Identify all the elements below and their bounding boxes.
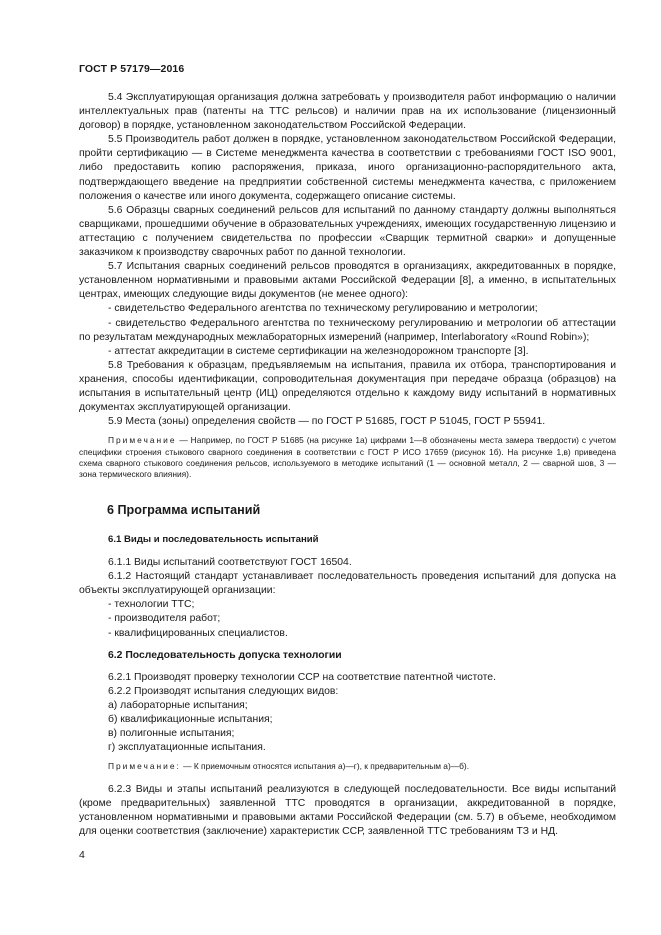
clause-5-7: 5.7 Испытания сварных соединений рельсов проводятся в организациях, аккредитованных в порядке, установленном нормативными и правовыми актами Российской Федерации [8], а именно, в испытательных центрах, имеющих следующие виды документов (не менее одного):	[79, 261, 616, 301]
note-1-label: Примечание	[108, 435, 177, 446]
clauses-5	[79, 91, 616, 481]
clause-5-9: 5.9 Места (зоны) определения свойств — по ГОСТ Р 51685, ГОСТ Р 51045, ГОСТ Р 55941.	[108, 416, 546, 428]
page-number: 4	[79, 849, 85, 861]
note-2	[79, 761, 616, 772]
clause-6-1-1: 6.1.1 Виды испытаний соответствуют ГОСТ 16504.	[108, 557, 352, 569]
list-item-v: в) полигонные испытания;	[108, 728, 235, 740]
clause-6-2-2: 6.2.2 Производят испытания следующих видов:	[108, 685, 339, 697]
clause-6-2-3: 6.2.3 Виды и этапы испытаний реализуются в следующей последовательности. Все виды испытаний (кроме предварительных) заявленной ТТС проводятся в организации, аккредитованной в порядке, установленном нормативными и правовыми актами Российской Федерации (см. 5.7) в объеме, необходимом для оценки соответствия (заключение) характеристик ССР, заявленной ТТС требованиям ТЗ и НД.	[79, 783, 616, 837]
clause-5-7-item-1: - свидетельство Федерального агентства по техническому регулированию и метрологии;	[108, 303, 538, 315]
clause-5-7-item-2: - свидетельство Федерального агентства по техническому регулированию и метрологии об аттестации по результатам международных межлабораторных измерений (например, Interlaboratory «Round Robin»);	[79, 317, 616, 343]
clause-5-6: 5.6 Образцы сварных соединений рельсов для испытаний по данному стандарту должны выполняться сварщиками, прошедшими обучение в образовательных учреждениях, имеющих государственную лицензию и аттестацию с получением свидетельства по профессии «Сварщик термитной сварки» и допущенные заказчиком к производству сварочных работ по данной технологии.	[79, 204, 616, 259]
clause-6-1-2-item-2: - производителя работ;	[108, 613, 221, 625]
document-header: ГОСТ Р 57179—2016	[79, 63, 185, 75]
list-item-g: г) эксплуатационные испытания.	[108, 742, 266, 754]
clause-5-8: 5.8 Требования к образцам, предъявляемым на испытания, правила их отбора, транспортирования и хранения, способы идентификации, сопроводительная документация при передаче образца (образцов) на испытания в испытательный центр (ИЦ) определяются отдельно к каждому виду испытаний в нормативных документах эксплуатирующей организации.	[79, 359, 616, 414]
clause-6-1-2-item-3: - квалифицированных специалистов.	[108, 627, 288, 639]
clause-6-1-2: 6.1.2 Настоящий стандарт устанавливает последовательность проведения испытаний для допуска на объекты эксплуатирующей организации:	[79, 571, 616, 597]
clause-6-2-1: 6.2.1 Производят проверку технологии ССР на соответствие патентной чистоте.	[108, 671, 496, 683]
section-6-title: 6 Программа испытаний	[107, 503, 261, 517]
clause-5-5: 5.5 Производитель работ должен в порядке, установленном законодательством Российской Федерации, пройти сертификацию — в Системе менеджмента качества в соответствии с требованиями ГОСТ ISO 9001, либо предоставить копию распоряжения, приказа, иного организационно-распорядительного акта, подтверждающего введение на предприятии собственной системы менеджмента качества, с приложением положения о качестве или иного документа, содержащего описание системы.	[79, 134, 616, 202]
note-2-label: Примечание:	[108, 761, 181, 772]
subsection-6-2-title: 6.2 Последовательность допуска технологии	[108, 649, 342, 661]
subsection-6-1-title: 6.1 Виды и последовательность испытаний	[108, 534, 319, 545]
note-2-text: — К приемочным относятся испытания а)—г), к предварительным а)—б).	[180, 761, 470, 772]
clause-5-7-item-3: - аттестат аккредитации в системе сертификации на железнодорожном транспорте [3].	[108, 345, 529, 357]
clause-6-1-2-item-1: - технологии ТТС;	[108, 599, 195, 611]
clause-5-4: 5.4 Эксплуатирующая организация должна затребовать у производителя работ информацию о наличии интеллектуальных прав (патенты на ТТС рельсов) и наличии прав на их использование (лицензионный договор) в порядке, установленном законодательством Российской Федерации.	[79, 92, 616, 132]
list-item-b: б) квалификационные испытания;	[108, 714, 273, 726]
note-1-text: — Например, по ГОСТ Р 51685 (на рисунке 1а) цифрами 1—8 обозначены места замера твердости) с учетом специфики строения стыкового сварного соединения в соответствии с ГОСТ Р ИСО 17659 (рисунок 1б). На рисунке 1,в) приведена схема сварного стыкового соединения рельсов, используемого в методике испытаний (1 — основной металл, 2 — сварной шов, 3 — зона термического влияния).	[79, 435, 616, 480]
note-1	[79, 435, 616, 481]
section-6-body	[79, 533, 616, 839]
list-item-a: а) лабораторные испытания;	[108, 699, 248, 711]
